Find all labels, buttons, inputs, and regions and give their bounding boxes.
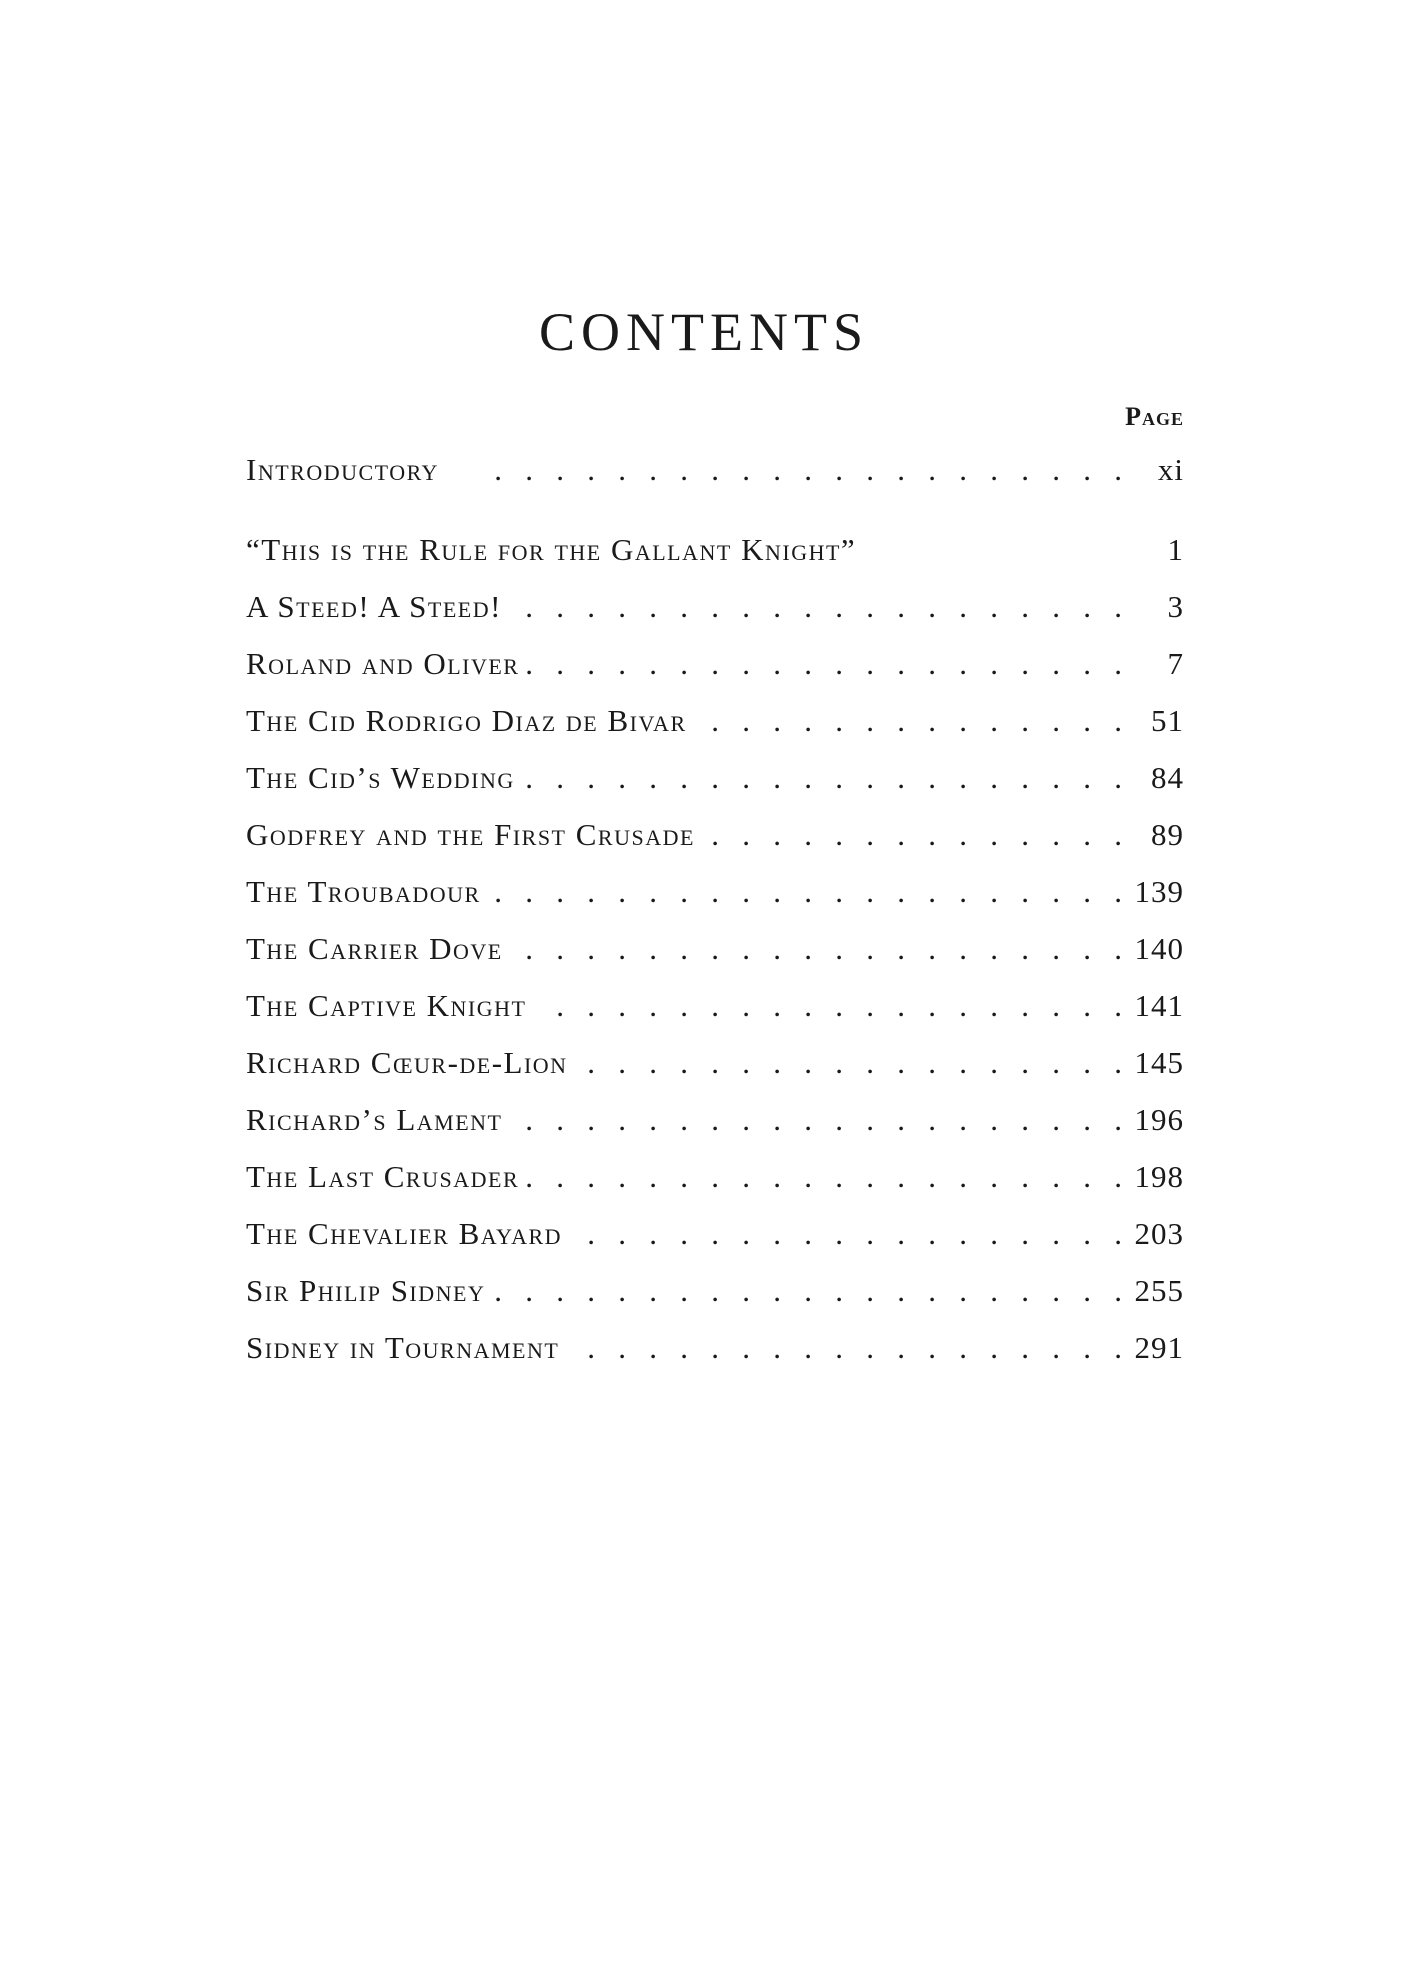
toc-entry-page: 139 [1134, 874, 1184, 909]
toc-entry[interactable] [246, 697, 1184, 745]
toc-entry[interactable] [246, 811, 1184, 859]
dot-leader [576, 1039, 1122, 1087]
toc-entry-page: 255 [1134, 1273, 1184, 1308]
dot-leader [567, 1324, 1122, 1372]
dot-leader [523, 754, 1122, 802]
toc-entry-title: Roland and Oliver [246, 646, 520, 681]
toc-entry-title: A Steed! A Steed! [246, 589, 502, 624]
dot-leader [695, 697, 1122, 745]
toc-entry[interactable] [246, 754, 1184, 802]
dot-leader [527, 1153, 1122, 1201]
toc-entry-title: “This is the Rule for the Gallant Knight” [246, 532, 857, 567]
toc-entry[interactable] [246, 925, 1184, 973]
dot-leader [570, 1210, 1122, 1258]
page-column-label: Page [1125, 402, 1184, 431]
toc-entry[interactable] [246, 583, 1184, 631]
toc-entry-page: 89 [1151, 817, 1184, 852]
dot-leader [493, 1267, 1122, 1315]
toc-entry-title: Introductory [246, 452, 439, 487]
toc-entry-page: 51 [1151, 703, 1184, 738]
toc-entry[interactable] [246, 1096, 1184, 1144]
toc-entry[interactable] [246, 446, 1184, 494]
toc-entry[interactable] [246, 1210, 1184, 1258]
dot-leader [511, 925, 1122, 973]
dot-leader [510, 583, 1122, 631]
toc-entry-title: Richard’s Lament [246, 1102, 503, 1137]
toc-entry[interactable] [246, 1153, 1184, 1201]
toc-entry[interactable] [246, 1267, 1184, 1315]
toc-entry-title: Richard Cœur-de-Lion [246, 1045, 568, 1080]
toc-entry-page: 198 [1134, 1159, 1184, 1194]
toc-entry[interactable] [246, 1324, 1184, 1372]
toc-entry[interactable] [246, 982, 1184, 1030]
dot-leader [447, 446, 1122, 494]
toc-entry-page: 141 [1134, 988, 1184, 1023]
dot-leader [489, 868, 1122, 916]
toc-entry[interactable] [246, 868, 1184, 916]
toc-entry-title: Sidney in Tournament [246, 1330, 560, 1365]
page-title: CONTENTS [539, 302, 869, 362]
toc-entry-page: 84 [1151, 760, 1184, 795]
toc-entry-title: The Last Crusader [246, 1159, 520, 1194]
toc-entry-page: 1 [1167, 532, 1184, 567]
toc-entry-title: The Cid Rodrigo Diaz de Bivar [246, 703, 687, 738]
toc-entry-title: The Carrier Dove [246, 931, 503, 966]
dot-leader [527, 640, 1122, 688]
toc-entry-title: The Chevalier Bayard [246, 1216, 563, 1251]
toc-entry-title: The Troubadour [246, 874, 481, 909]
toc-entry-page: 3 [1167, 589, 1184, 624]
toc-entry-page: 7 [1167, 646, 1184, 681]
toc-entry[interactable] [246, 1039, 1184, 1087]
toc-entry-page: 196 [1134, 1102, 1184, 1137]
toc-entry-title: Godfrey and the First Crusade [246, 817, 695, 852]
toc-entry-title: The Cid’s Wedding [246, 760, 515, 795]
toc-entry-page: xi [1157, 452, 1184, 487]
toc-entry-title: The Captive Knight [246, 988, 527, 1023]
toc-entry-title: Sir Philip Sidney [246, 1273, 486, 1308]
toc-entry-page: 145 [1134, 1045, 1184, 1080]
toc-entry-page: 140 [1134, 931, 1184, 966]
dot-leader [703, 811, 1122, 859]
toc-entry[interactable] [246, 640, 1184, 688]
toc-entry[interactable] [246, 526, 1184, 574]
dot-leader [510, 1096, 1122, 1144]
toc-entry-page: 291 [1134, 1330, 1184, 1365]
dot-leader [534, 982, 1122, 1030]
toc-entry-page: 203 [1134, 1216, 1184, 1251]
